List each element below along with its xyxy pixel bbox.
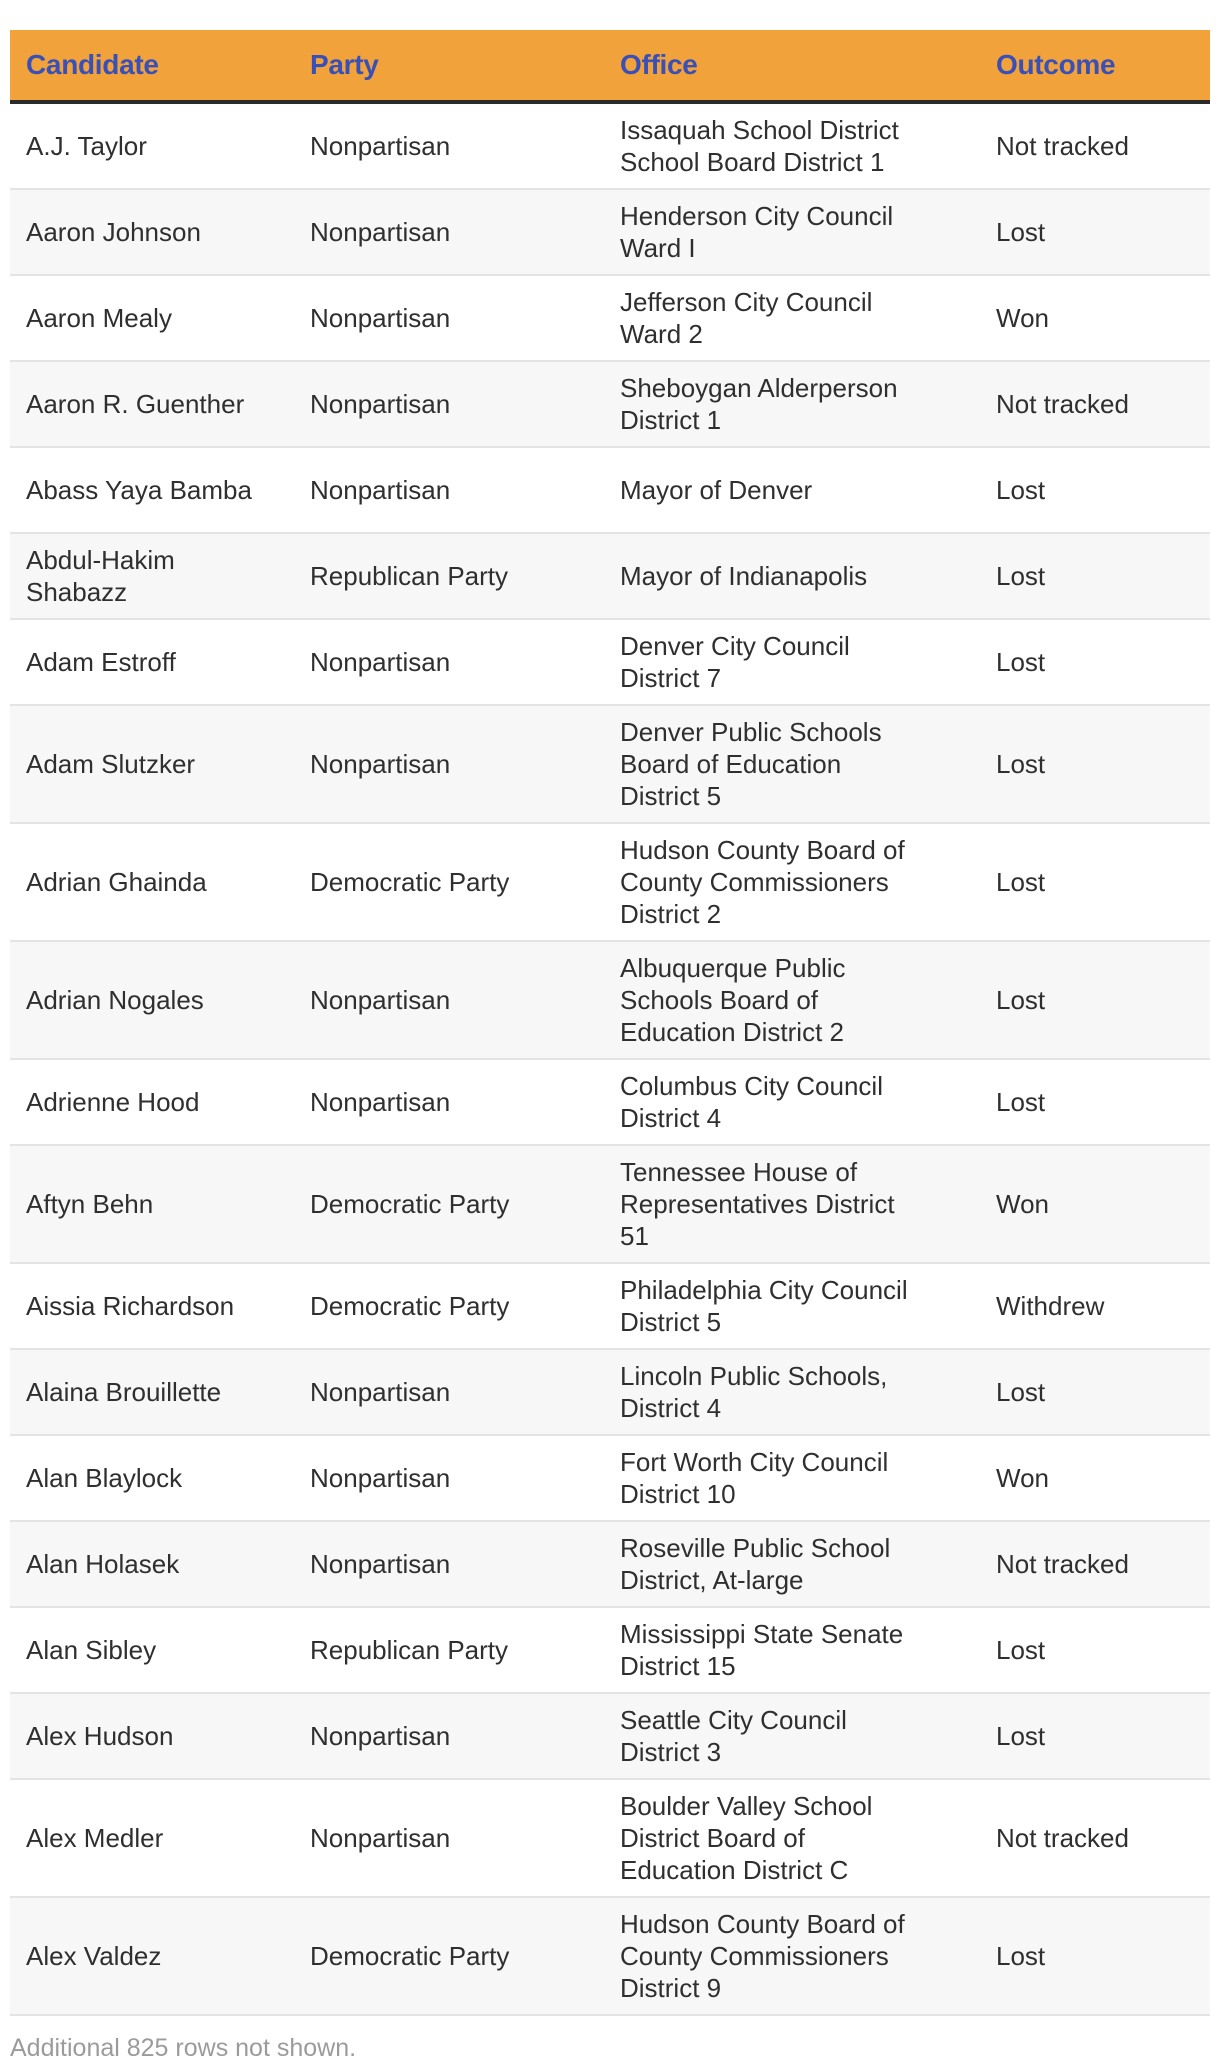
office-cell bbox=[604, 533, 980, 619]
party-cell: Nonpartisan bbox=[294, 705, 604, 823]
candidate-name-cell: Aaron Johnson bbox=[10, 189, 294, 275]
office-cell bbox=[604, 447, 980, 533]
office-line: County Commissioners bbox=[620, 867, 889, 897]
table-header bbox=[10, 30, 1210, 102]
office-cell bbox=[604, 1693, 980, 1779]
candidate-name-cell: Aaron Mealy bbox=[10, 275, 294, 361]
outcome-cell: Lost bbox=[980, 1059, 1210, 1145]
table-row bbox=[10, 1607, 1210, 1693]
office-line: Board of Education bbox=[620, 749, 842, 779]
table-row bbox=[10, 533, 1210, 619]
party-cell: Nonpartisan bbox=[294, 1521, 604, 1607]
candidate-name-cell: Alan Holasek bbox=[10, 1521, 294, 1607]
candidate-name-cell: Adam Slutzker bbox=[10, 705, 294, 823]
office-line: District 7 bbox=[620, 663, 722, 693]
office-line: District 5 bbox=[620, 781, 722, 811]
office-line: District 1 bbox=[620, 405, 722, 435]
outcome-cell: Not tracked bbox=[980, 1779, 1210, 1897]
party-cell: Nonpartisan bbox=[294, 1349, 604, 1435]
table-row bbox=[10, 1349, 1210, 1435]
candidate-name-cell: Aaron R. Guenther bbox=[10, 361, 294, 447]
candidate-name-cell: A.J. Taylor bbox=[10, 102, 294, 189]
office-line: Representatives District bbox=[620, 1189, 895, 1219]
candidate-name-cell: Alan Sibley bbox=[10, 1607, 294, 1693]
table-row bbox=[10, 1435, 1210, 1521]
candidate-name-cell: Alaina Brouillette bbox=[10, 1349, 294, 1435]
table-row bbox=[10, 275, 1210, 361]
outcome-cell: Not tracked bbox=[980, 102, 1210, 189]
office-line: District 5 bbox=[620, 1307, 722, 1337]
office-line: Education District 2 bbox=[620, 1017, 844, 1047]
party-cell: Nonpartisan bbox=[294, 1435, 604, 1521]
office-cell bbox=[604, 275, 980, 361]
party-cell: Nonpartisan bbox=[294, 1779, 604, 1897]
party-cell: Nonpartisan bbox=[294, 189, 604, 275]
office-line: Tennessee House of bbox=[620, 1157, 858, 1187]
candidate-name-cell: Abdul-Hakim Shabazz bbox=[10, 533, 294, 619]
office-line: 51 bbox=[620, 1221, 649, 1251]
table-row bbox=[10, 823, 1210, 941]
outcome-cell: Lost bbox=[980, 941, 1210, 1059]
table-row bbox=[10, 1059, 1210, 1145]
office-line: Issaquah School District bbox=[620, 115, 899, 145]
office-line: Columbus City Council bbox=[620, 1071, 883, 1101]
office-line: Sheboygan Alderperson bbox=[620, 373, 898, 403]
party-cell: Nonpartisan bbox=[294, 361, 604, 447]
office-line: Lincoln Public Schools, bbox=[620, 1361, 888, 1391]
outcome-cell: Lost bbox=[980, 1897, 1210, 2015]
office-line: Albuquerque Public bbox=[620, 953, 846, 983]
office-line: District Board of bbox=[620, 1823, 805, 1853]
outcome-cell: Lost bbox=[980, 1693, 1210, 1779]
table-row bbox=[10, 361, 1210, 447]
candidate-name-cell: Adrienne Hood bbox=[10, 1059, 294, 1145]
office-cell bbox=[604, 102, 980, 189]
party-cell: Nonpartisan bbox=[294, 619, 604, 705]
table-row bbox=[10, 1693, 1210, 1779]
office-line: Denver Public Schools bbox=[620, 717, 882, 747]
office-line: District, At-large bbox=[620, 1565, 804, 1595]
office-line: District 10 bbox=[620, 1479, 736, 1509]
column-header-outcome[interactable]: Outcome bbox=[980, 30, 1210, 102]
outcome-cell: Not tracked bbox=[980, 361, 1210, 447]
table-row bbox=[10, 1145, 1210, 1263]
candidate-name-cell: Adrian Ghainda bbox=[10, 823, 294, 941]
office-cell bbox=[604, 361, 980, 447]
table-row bbox=[10, 1779, 1210, 1897]
candidate-table-container bbox=[10, 30, 1210, 2063]
office-line: Ward 2 bbox=[620, 319, 703, 349]
office-line: Jefferson City Council bbox=[620, 287, 873, 317]
candidate-name-cell: Aftyn Behn bbox=[10, 1145, 294, 1263]
office-line: Philadelphia City Council bbox=[620, 1275, 908, 1305]
outcome-cell: Lost bbox=[980, 533, 1210, 619]
outcome-cell: Withdrew bbox=[980, 1263, 1210, 1349]
office-cell bbox=[604, 1349, 980, 1435]
party-cell: Democratic Party bbox=[294, 1263, 604, 1349]
office-line: Schools Board of bbox=[620, 985, 819, 1015]
office-line: District 4 bbox=[620, 1103, 722, 1133]
office-line: Denver City Council bbox=[620, 631, 850, 661]
table-row bbox=[10, 189, 1210, 275]
office-line: District 3 bbox=[620, 1737, 722, 1767]
office-cell bbox=[604, 823, 980, 941]
office-cell bbox=[604, 1435, 980, 1521]
party-cell: Republican Party bbox=[294, 1607, 604, 1693]
office-line: District 15 bbox=[620, 1651, 736, 1681]
office-cell bbox=[604, 1897, 980, 2015]
column-header-party[interactable]: Party bbox=[294, 30, 604, 102]
office-cell bbox=[604, 941, 980, 1059]
party-cell: Nonpartisan bbox=[294, 102, 604, 189]
office-line: Mayor of Denver bbox=[620, 475, 813, 505]
party-cell: Nonpartisan bbox=[294, 275, 604, 361]
candidate-name-cell: Adrian Nogales bbox=[10, 941, 294, 1059]
candidate-name-cell: Alex Medler bbox=[10, 1779, 294, 1897]
header-row bbox=[10, 30, 1210, 102]
office-cell bbox=[604, 1607, 980, 1693]
office-cell bbox=[604, 1779, 980, 1897]
table-row bbox=[10, 941, 1210, 1059]
candidate-name-cell: Alex Hudson bbox=[10, 1693, 294, 1779]
party-cell: Republican Party bbox=[294, 533, 604, 619]
outcome-cell: Lost bbox=[980, 447, 1210, 533]
office-line: Ward I bbox=[620, 233, 696, 263]
office-line: Boulder Valley School bbox=[620, 1791, 873, 1821]
office-line: County Commissioners bbox=[620, 1941, 889, 1971]
outcome-cell: Lost bbox=[980, 1607, 1210, 1693]
candidate-name-cell: Alex Valdez bbox=[10, 1897, 294, 2015]
candidate-name-cell: Abass Yaya Bamba bbox=[10, 447, 294, 533]
office-cell bbox=[604, 1263, 980, 1349]
rows-not-shown-note: Additional 825 rows not shown. bbox=[10, 2034, 357, 2062]
column-header-candidate[interactable]: Candidate bbox=[10, 30, 294, 102]
outcome-cell: Lost bbox=[980, 619, 1210, 705]
office-cell bbox=[604, 619, 980, 705]
office-line: Hudson County Board of bbox=[620, 835, 905, 865]
office-line: Mississippi State Senate bbox=[620, 1619, 904, 1649]
office-line: Seattle City Council bbox=[620, 1705, 847, 1735]
party-cell: Nonpartisan bbox=[294, 447, 604, 533]
table-row bbox=[10, 619, 1210, 705]
office-line: Education District C bbox=[620, 1855, 849, 1885]
office-line: District 4 bbox=[620, 1393, 722, 1423]
table-row bbox=[10, 1521, 1210, 1607]
table-row bbox=[10, 1263, 1210, 1349]
candidate-table bbox=[10, 30, 1210, 2016]
office-line: District 9 bbox=[620, 1973, 722, 2003]
party-cell: Democratic Party bbox=[294, 823, 604, 941]
office-cell bbox=[604, 189, 980, 275]
table-row bbox=[10, 705, 1210, 823]
party-cell: Nonpartisan bbox=[294, 941, 604, 1059]
office-line: Hudson County Board of bbox=[620, 1909, 905, 1939]
office-cell bbox=[604, 1059, 980, 1145]
office-line: School Board District 1 bbox=[620, 147, 885, 177]
candidate-name-cell: Aissia Richardson bbox=[10, 1263, 294, 1349]
office-cell bbox=[604, 705, 980, 823]
party-cell: Nonpartisan bbox=[294, 1693, 604, 1779]
outcome-cell: Lost bbox=[980, 189, 1210, 275]
office-line: Mayor of Indianapolis bbox=[620, 561, 868, 591]
candidate-name-cell: Adam Estroff bbox=[10, 619, 294, 705]
party-cell: Democratic Party bbox=[294, 1897, 604, 2015]
outcome-cell: Lost bbox=[980, 823, 1210, 941]
office-line: Henderson City Council bbox=[620, 201, 894, 231]
office-line: Roseville Public School bbox=[620, 1533, 891, 1563]
outcome-cell: Won bbox=[980, 1435, 1210, 1521]
outcome-cell: Won bbox=[980, 1145, 1210, 1263]
candidate-name-cell: Alan Blaylock bbox=[10, 1435, 294, 1521]
column-header-office[interactable]: Office bbox=[604, 30, 980, 102]
table-body bbox=[10, 102, 1210, 2015]
office-cell bbox=[604, 1521, 980, 1607]
office-line: District 2 bbox=[620, 899, 722, 929]
office-cell bbox=[604, 1145, 980, 1263]
table-row bbox=[10, 1897, 1210, 2015]
party-cell: Democratic Party bbox=[294, 1145, 604, 1263]
outcome-cell: Lost bbox=[980, 1349, 1210, 1435]
table-row bbox=[10, 447, 1210, 533]
office-line: Fort Worth City Council bbox=[620, 1447, 889, 1477]
outcome-cell: Not tracked bbox=[980, 1521, 1210, 1607]
table-row bbox=[10, 102, 1210, 189]
party-cell: Nonpartisan bbox=[294, 1059, 604, 1145]
outcome-cell: Lost bbox=[980, 705, 1210, 823]
outcome-cell: Won bbox=[980, 275, 1210, 361]
